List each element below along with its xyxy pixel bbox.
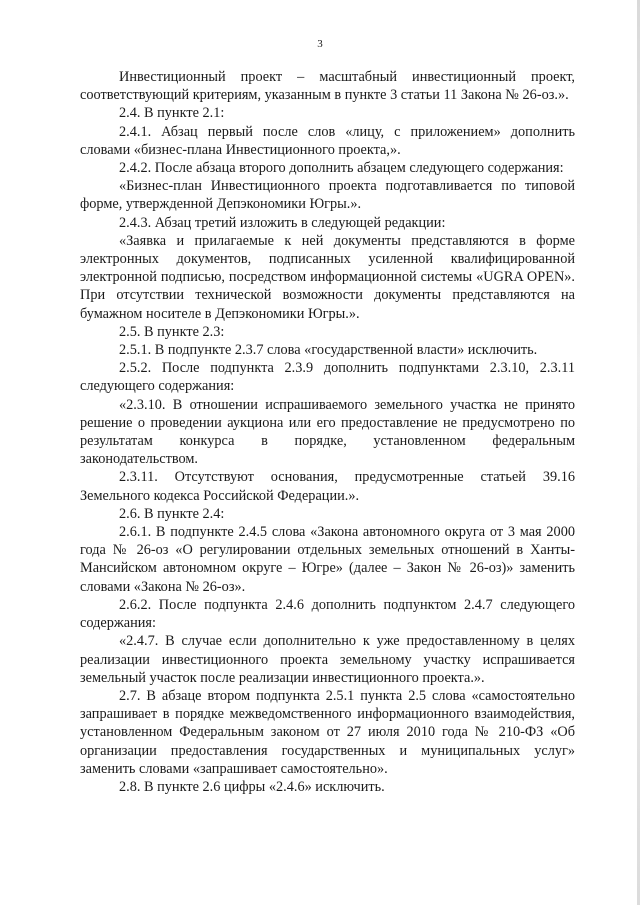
paragraph-business-plan-quote: «Бизнес-план Инвестиционного проекта подготавливается по типовой форме, утвержденной Депэкономики Югры.». xyxy=(80,178,575,213)
paragraph-2-5-1: 2.5.1. В подпункте 2.3.7 слова «государственной власти» исключить. xyxy=(119,342,538,359)
paragraph-2-4-1: 2.4.1. Абзац первый после слов «лицу, с приложением» дополнить словами «бизнес-плана Инвестиционного проекта,». xyxy=(80,123,575,158)
paragraph-2-6: 2.6. В пункте 2.4: xyxy=(119,505,225,522)
page-number: 3 xyxy=(317,38,323,50)
paragraph-2-8: 2.8. В пункте 2.6 цифры «2.4.6» исключить. xyxy=(119,778,385,795)
paragraph-2-4-2: 2.4.2. После абзаца второго дополнить абзацем следующего содержания: xyxy=(119,160,564,177)
paragraph-2-3-10-quote: «2.3.10. В отношении испрашиваемого земельного участка не принято решение о проведении аукциона или его предоставление не предусмотрено по результатам конкурса в порядке, установленном федеральным законодательством. xyxy=(80,396,575,468)
paragraph-investment-project-definition: Инвестиционный проект – масштабный инвестиционный проект, соответствующий критериям, указанным в пункте 3 статьи 11 Закона № 26-оз.». xyxy=(80,69,575,104)
paragraph-2-6-2: 2.6.2. После подпункта 2.4.6 дополнить подпунктом 2.4.7 следующего содержания: xyxy=(80,596,575,632)
paragraph-2-4-7-quote: «2.4.7. В случае если дополнительно к уже предоставленному в целях реализации инвестиционного проекта земельному участку испрашивается земельный участок после реализации инвестиционного проекта.». xyxy=(80,633,575,686)
paragraph-2-4: 2.4. В пункте 2.1: xyxy=(119,105,225,122)
paragraph-2-6-1: 2.6.1. В подпункте 2.4.5 слова «Закона автономного округа от 3 мая 2000 года № 26-оз «О регулировании отдельных земельных отношений в Ханты-Мансийском автономном округе – Югре» (далее – Закон № 26-оз)» заменить словами «Закона № 26-оз». xyxy=(80,524,575,595)
paragraph-2-3-11: 2.3.11. Отсутствуют основания, предусмотренные статьей 39.16 Земельного кодекса Российской Федерации.». xyxy=(80,469,575,504)
paragraph-2-5-2: 2.5.2. После подпункта 2.3.9 дополнить подпунктами 2.3.10, 2.3.11 следующего содержания: xyxy=(80,360,575,395)
paragraph-2-7: 2.7. В абзаце втором подпункта 2.5.1 пункта 2.5 слова «самостоятельно запрашивает в порядке межведомственного информационного взаимодействия, установленном Федеральным законом от 27 июля 2010 года № 210-ФЗ «Об организации предоставления государственных и муниципальных услуг» заменить словами «запрашивает самостоятельно». xyxy=(80,687,575,777)
paragraph-application-quote: «Заявка и прилагаемые к ней документы представляются в форме электронных документов, подписанных усиленной квалифицированной электронной подписью, посредством информационной системы «UGRA OPEN». При отсутствии технической возможности документы представляются на бумажном носителе в Депэкономики Югры.». xyxy=(80,232,575,322)
paragraph-2-4-3: 2.4.3. Абзац третий изложить в следующей редакции: xyxy=(119,214,446,231)
document-body xyxy=(80,68,575,796)
paragraph-2-5: 2.5. В пункте 2.3: xyxy=(119,323,225,340)
